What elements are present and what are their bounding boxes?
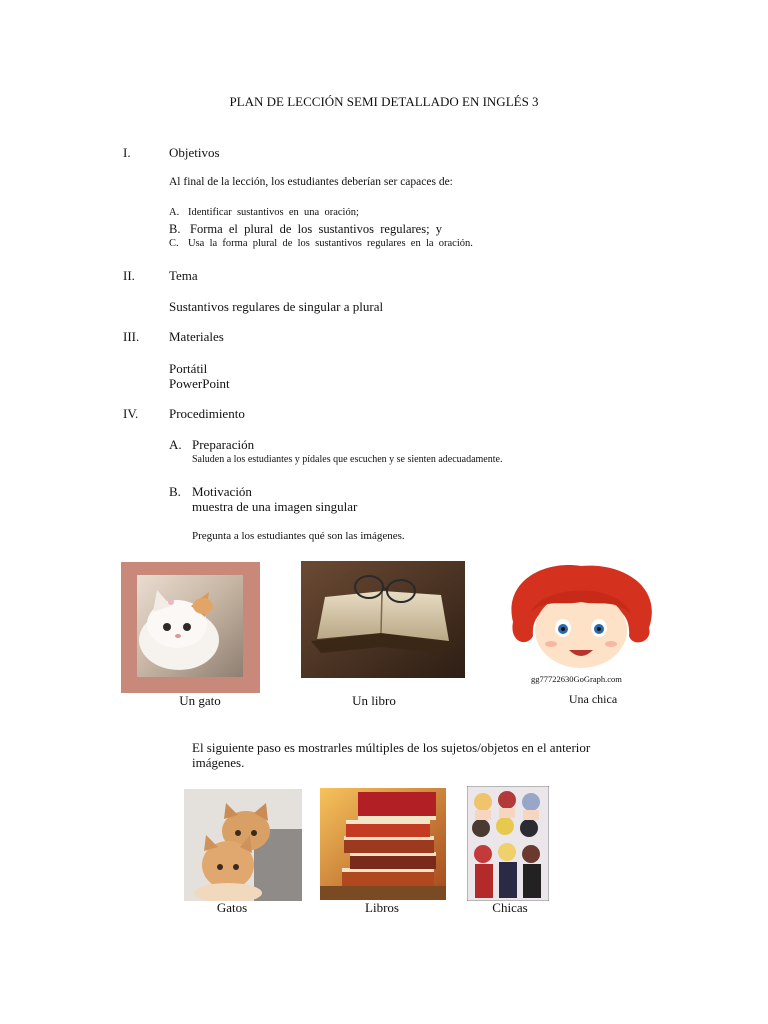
book-image xyxy=(301,561,465,678)
procedure-heading-preparation: Preparación xyxy=(192,437,255,452)
objective-text: Forma el plural de los sustantivos regulares; y xyxy=(190,222,443,236)
material-item: Portátil xyxy=(169,361,208,376)
image-caption: Una chica xyxy=(568,692,618,706)
material-item: PowerPoint xyxy=(169,376,230,391)
next-step-line: imágenes. xyxy=(192,755,245,770)
preparation-text: Saluden a los estudiantes y pídales que escuchen y se sienten adecuadamente. xyxy=(192,454,503,465)
objective-item xyxy=(169,207,379,218)
image-caption: Un gato xyxy=(179,693,221,708)
section-heading-objectives: Objetivos xyxy=(169,145,220,160)
objective-letter: B. xyxy=(169,222,181,236)
section-heading-topic: Tema xyxy=(169,268,198,283)
objective-text: Usa la forma plural de los sustantivos regulares en la oración. xyxy=(188,238,473,249)
section-heading-materials: Materiales xyxy=(169,329,224,344)
objective-letter: C. xyxy=(169,238,179,249)
procedure-heading-motivation: Motivación xyxy=(192,484,252,499)
procedure-letter: B. xyxy=(169,484,181,499)
motivation-question: Pregunta a los estudiantes qué son las imágenes. xyxy=(192,530,405,542)
topic-text: Sustantivos regulares de singular a plural xyxy=(169,299,384,314)
section-numeral: II. xyxy=(123,268,135,283)
image-caption: Un libro xyxy=(352,693,396,708)
section-numeral: III. xyxy=(123,329,140,344)
section-numeral: IV. xyxy=(123,406,139,421)
section-heading-procedure: Procedimiento xyxy=(169,406,245,421)
objective-item xyxy=(169,238,473,249)
objective-text: Identificar sustantivos en una oración; xyxy=(188,207,359,218)
image-caption: Gatos xyxy=(216,900,248,915)
girl-image xyxy=(503,562,658,674)
objective-letter: A. xyxy=(169,207,180,218)
image-caption: Libros xyxy=(365,900,399,915)
kitten-image xyxy=(121,562,260,693)
books-image xyxy=(320,788,446,900)
image-caption: Chicas xyxy=(492,900,528,915)
next-step-line: El siguiente paso es mostrarles múltiples de los sujetos/objetos en el anterior xyxy=(192,740,591,755)
procedure-letter: A. xyxy=(169,437,182,452)
objectives-intro: Al final de la lección, los estudiantes deberían ser capaces de: xyxy=(169,176,453,188)
section-numeral: I. xyxy=(123,145,131,160)
cats-image xyxy=(184,789,302,901)
page-title: PLAN DE LECCIÓN SEMI DETALLADO EN INGLÉS 3 xyxy=(229,94,539,109)
motivation-subtext: muestra de una imagen singular xyxy=(192,499,358,514)
objective-item xyxy=(169,222,442,237)
image-watermark: gg77722630GoGraph.com xyxy=(531,674,622,684)
girls-image xyxy=(467,786,549,901)
